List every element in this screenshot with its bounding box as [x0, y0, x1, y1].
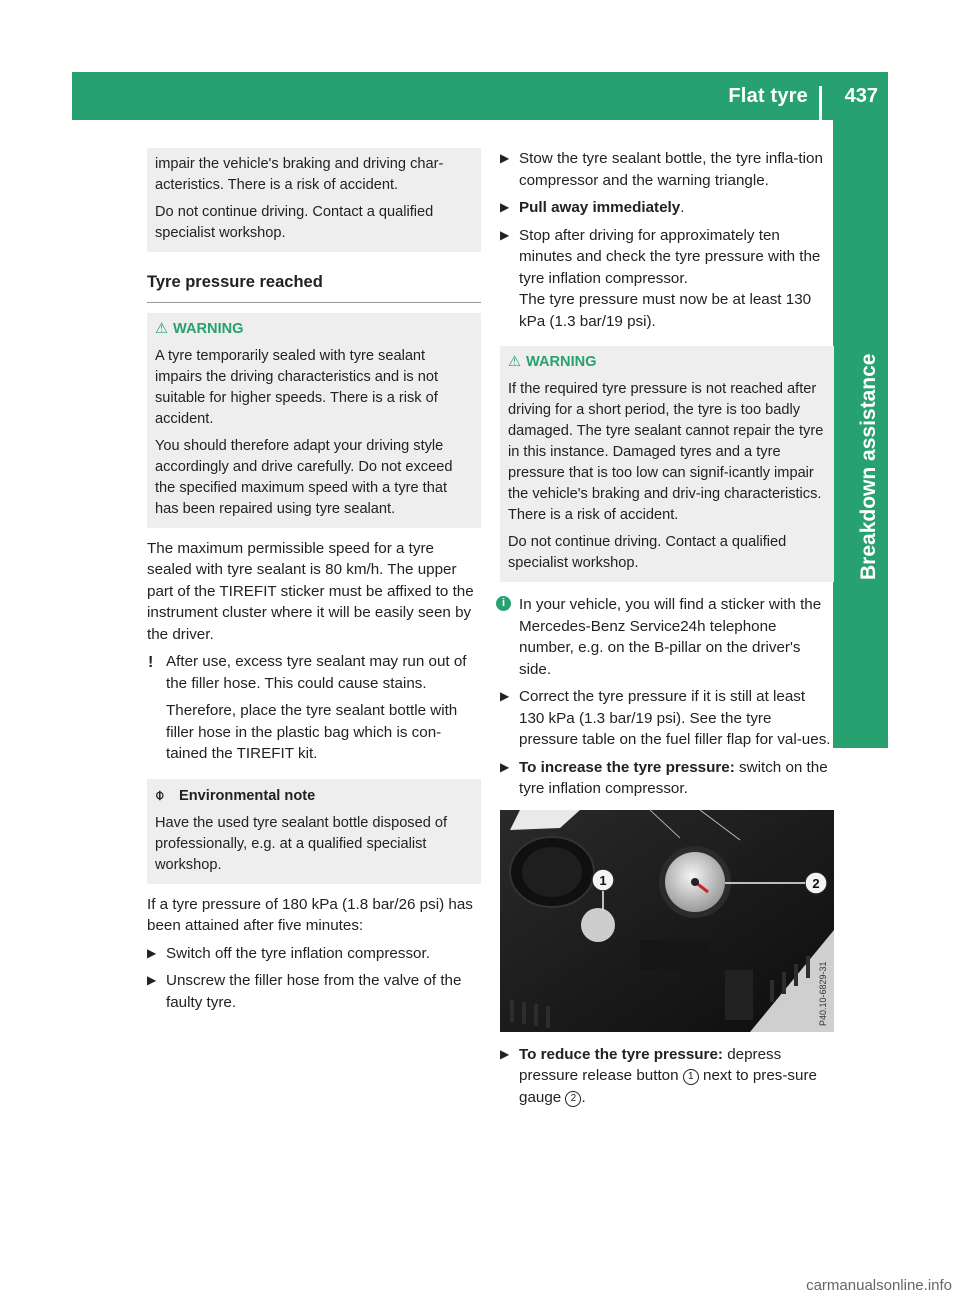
environmental-note-text: Have the used tyre sealant bottle disposed of professionally, e.g. at a qualified specialist workshop. — [155, 814, 448, 873]
step-item — [500, 197, 834, 219]
image-code: P40.10-6829-31 — [818, 960, 828, 1026]
section-title: Tyre pressure reached — [147, 272, 481, 303]
paragraph: If a tyre pressure of 180 kPa (1.8 bar/26 psi) has been attained after five minutes: — [147, 895, 473, 934]
continued-warning-box — [147, 148, 481, 252]
step-text: depress pressure release button — [519, 1045, 782, 1084]
step-bold-text: To reduce the tyre pressure: — [519, 1045, 723, 1063]
warning-text: If the required tyre pressure is not reached after driving for a short period, the tyre is too badly damaged. The tyre sealant cannot repair the tyre in this instance. Damaged tyres and a tyre pressure that is too low can signif-icantly impair the vehicle's braking and driv-ing characteristics. There is a risk of accident. — [508, 381, 824, 523]
note-text: Therefore, place the tyre sealant bottle with filler hose in the plastic bag which is con-tained the TIREFIT kit. — [166, 702, 458, 762]
step-result-text: The tyre pressure must now be at least 130 kPa (1.3 bar/19 psi). — [519, 291, 812, 330]
step-arrow-icon: ▶ — [500, 1046, 510, 1061]
step-item — [500, 1044, 834, 1109]
warning-triangle-icon: ⚠ — [155, 320, 169, 337]
step-text: switch on the tyre inflation compressor. — [519, 758, 828, 797]
header-title: Flat tyre — [728, 85, 808, 107]
page-number: 437 — [844, 85, 878, 107]
step-item — [500, 225, 834, 333]
step-item — [500, 757, 834, 800]
compressor-photo — [500, 810, 834, 1032]
info-icon: i — [496, 596, 511, 611]
note-text: After use, excess tyre sealant may run out of the filler hose. This could cause stains. — [166, 653, 467, 692]
environmental-note-box — [147, 779, 481, 884]
callout-2: 2 — [812, 875, 820, 891]
step-text: Stow the tyre sealant bottle, the tyre infla-tion compressor and the warning triangle. — [519, 150, 823, 189]
callout-ref-2: 2 — [565, 1091, 581, 1107]
warning-text: impair the vehicle's braking and driving char-acteristics. There is a risk of accident. — [155, 156, 444, 193]
step-item — [500, 686, 834, 751]
warning-text: Do not continue driving. Contact a qualified specialist workshop. — [508, 534, 787, 571]
step-arrow-icon: ▶ — [500, 689, 510, 703]
warning-label: WARNING — [173, 320, 244, 337]
environment-leaf-icon: ⌽ — [155, 786, 165, 804]
step-arrow-icon: ▶ — [500, 151, 510, 165]
header-divider — [819, 86, 822, 120]
step-arrow-icon: ▶ — [500, 200, 510, 214]
info-note — [500, 594, 834, 680]
warning-box — [500, 346, 834, 582]
warning-text: Do not continue driving. Contact a qualified specialist workshop. — [155, 204, 434, 241]
step-arrow-icon: ▶ — [500, 227, 510, 242]
step-text: . — [581, 1088, 586, 1106]
step-text: . — [680, 199, 685, 216]
environmental-note-heading — [155, 785, 473, 807]
step-text: Switch off the tyre inflation compressor. — [166, 944, 430, 962]
step-text: Correct the tyre pressure if it is still at least 130 kPa (1.3 bar/19 psi). See the tyre pressure table on the fuel filler flap for val-ues. — [519, 688, 831, 748]
step-bold-text: To increase the tyre pressure: — [519, 758, 735, 776]
compressor-illustration — [500, 810, 834, 1032]
step-arrow-icon: ▶ — [500, 759, 510, 774]
warning-label: WARNING — [526, 354, 597, 370]
step-item — [500, 148, 834, 191]
warning-triangle-icon: ⚠ — [508, 354, 522, 370]
step-arrow-icon: ▶ — [147, 945, 157, 960]
step-item — [147, 943, 481, 965]
paragraph: The maximum permissible speed for a tyre sealed with tyre sealant is 80 km/h. The upper part of the TIREFIT sticker must be affixed to the instrument cluster where it will be easily seen by the driver. — [147, 539, 474, 643]
footer-watermark: carmanualsonline.info — [806, 1277, 952, 1294]
caution-note — [147, 651, 481, 765]
side-tab-label: Breakdown assistance — [857, 353, 880, 580]
step-bold-text: Pull away immediately — [519, 199, 681, 216]
step-item — [147, 970, 481, 1013]
environmental-note-label: Environmental note — [179, 787, 316, 804]
right-column — [500, 148, 834, 1114]
step-text: next to pres-sure gauge — [519, 1067, 817, 1106]
callout-ref-1: 1 — [683, 1069, 699, 1085]
callout-1: 1 — [599, 872, 607, 888]
page-header — [72, 72, 888, 120]
left-column — [147, 148, 481, 1019]
warning-heading — [508, 352, 826, 373]
step-arrow-icon: ▶ — [147, 973, 157, 987]
warning-text: A tyre temporarily sealed with tyre sealant impairs the driving characteristics and is not suitable for higher speeds. There is a risk of accident. — [155, 347, 439, 427]
warning-heading — [155, 319, 473, 340]
side-tab-marker — [833, 700, 888, 748]
step-text: Unscrew the filler hose from the valve of the faulty tyre. — [166, 972, 462, 1011]
warning-text: You should therefore adapt your driving style accordingly and drive carefully. Do not exceed the specified maximum speed with a tyre that has been repaired using tyre sealant. — [155, 437, 453, 517]
warning-box — [147, 313, 481, 528]
exclamation-icon: ! — [148, 654, 154, 671]
info-text: In your vehicle, you will find a sticker with the Mercedes-Benz Service24h telephone number, e.g. on the B-pillar on the driver's side. — [519, 596, 822, 678]
step-text: Stop after driving for approximately ten minutes and check the tyre pressure with the tyre inflation compressor. — [519, 226, 821, 287]
